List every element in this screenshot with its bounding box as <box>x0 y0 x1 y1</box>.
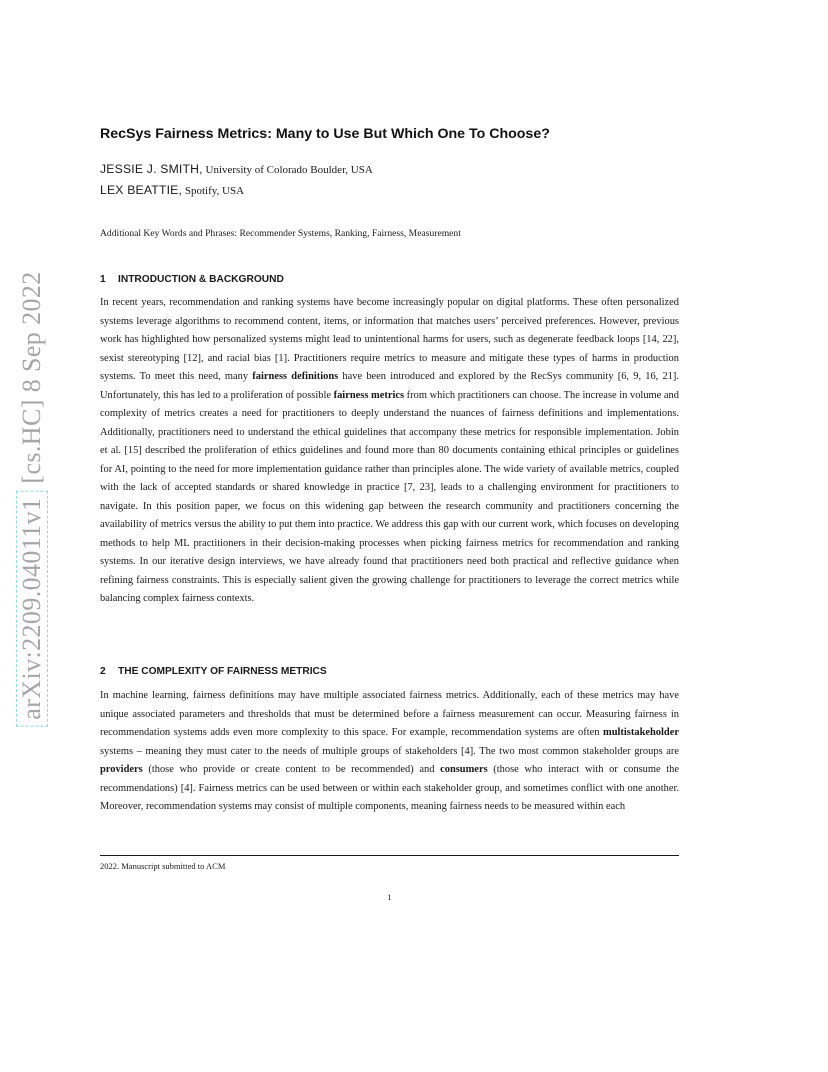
arxiv-category: [cs.HC] <box>17 399 46 484</box>
section-body <box>100 294 679 609</box>
author-affiliation: University of Colorado Boulder, USA <box>205 164 373 176</box>
emphasized-term: fairness definitions <box>252 371 339 382</box>
author-name: LEX BEATTIE, <box>100 183 183 197</box>
arxiv-id[interactable]: arXiv:2209.04011v1 <box>16 491 48 727</box>
emphasized-term: consumers <box>440 764 488 775</box>
text-run: systems – meaning they must cater to the needs of multiple groups of stakeholders [4]. The two most common stakeholder groups are <box>100 745 679 757</box>
emphasized-term: providers <box>100 764 143 775</box>
section-title: INTRODUCTION & BACKGROUND <box>118 274 284 285</box>
arxiv-identifier <box>16 271 48 726</box>
author-line <box>100 162 373 176</box>
section-title: THE COMPLEXITY OF FAIRNESS METRICS <box>118 666 327 677</box>
emphasized-term: fairness metrics <box>333 389 405 401</box>
text-run: (those who interact with or consume the recommendations) [4]. Fairness metrics can be used between or within each stakeholder group, and sometimes conflict with one another. Moreover, recommendation systems may consist of multiple components, meaning fairness needs to be measured within each <box>100 764 679 812</box>
text-run: have been introduced and explored by the RecSys community [6, 9, 16, 21]. Unfortunately, this has led to a proliferation of possible <box>100 371 679 401</box>
author-name: JESSIE J. SMITH, <box>100 162 203 176</box>
section-heading <box>100 274 284 285</box>
arxiv-sidebar <box>14 262 50 736</box>
text-run: In machine learning, fairness definitions may have multiple associated fairness metrics. Additionally, each of these metrics may have unique associated parameters and thresholds that must be determined before a fairness measurement can occur. Measuring fairness in recommendation systems adds even more complexity to this space. For example, recommendation systems are often <box>100 690 679 738</box>
text-run: (those who provide or create content to be recommended) and <box>142 764 441 775</box>
text-run: In recent years, recommendation and ranking systems have become increasingly popular on digital platforms. These often personalized systems leverage algorithms to recommend content, items, or information that matches users’ perceived preferences. However, previous work has highlighted how personalized systems might lead to unintentional harms for users, such as degenerate feedback loops [14, 22], sexist stereotyping [12], and racial bias [1]. Practitioners require metrics to measure and mitigate these types of harms in production systems. To meet this need, many <box>100 297 679 382</box>
text-run: from which practitioners can choose. The increase in volume and complexity of metrics creates a need for practitioners to deeply understand the nuances of fairness definitions and implementations. Additionally, practitioners need to understand the ethical guidelines that accompany these metrics for responsible implementation. Jobin et al. [15] described the proliferation of ethics guidelines and found more than 80 documents containing ethical principles or guidelines for AI, pointing to the need for more implementation guidance rather than principles alone. The wide variety of available metrics, coupled with the lack of accepted standards or shared knowledge in practice [7, 23], leads to a challenging environment for practitioners to navigate. In this position paper, we focus on this widening gap between the research community and practitioners concerning the availability of metrics versus the ability to put them into practice. We address this gap with our current work, which focuses on developing methods to help ML practitioners in their decision-making processes when picking fairness metrics for recommendation and ranking systems. In our iterative design interviews, we have already found that practitioners need both practical and reflective guidance when refining fairness constraints. This is especially salient given the growing challenge for practitioners to leverage the correct metrics while balancing complex fairness contexts. <box>100 389 679 604</box>
section-heading <box>100 666 327 677</box>
footnote: 2022. Manuscript submitted to ACM <box>100 861 226 871</box>
section-number: 2 <box>100 666 106 677</box>
paper-title: RecSys Fairness Metrics: Many to Use But Which One To Choose? <box>100 126 550 142</box>
author-line <box>100 183 244 197</box>
page-number: 1 <box>387 892 392 902</box>
section-number: 1 <box>100 274 106 285</box>
section-body <box>100 687 679 817</box>
emphasized-term: multistakeholder <box>603 727 679 738</box>
arxiv-date: 8 Sep 2022 <box>17 271 46 393</box>
footnote-rule <box>100 855 679 856</box>
keywords: Additional Key Words and Phrases: Recommender Systems, Ranking, Fairness, Measurement <box>100 228 461 239</box>
author-affiliation: Spotify, USA <box>184 185 245 197</box>
